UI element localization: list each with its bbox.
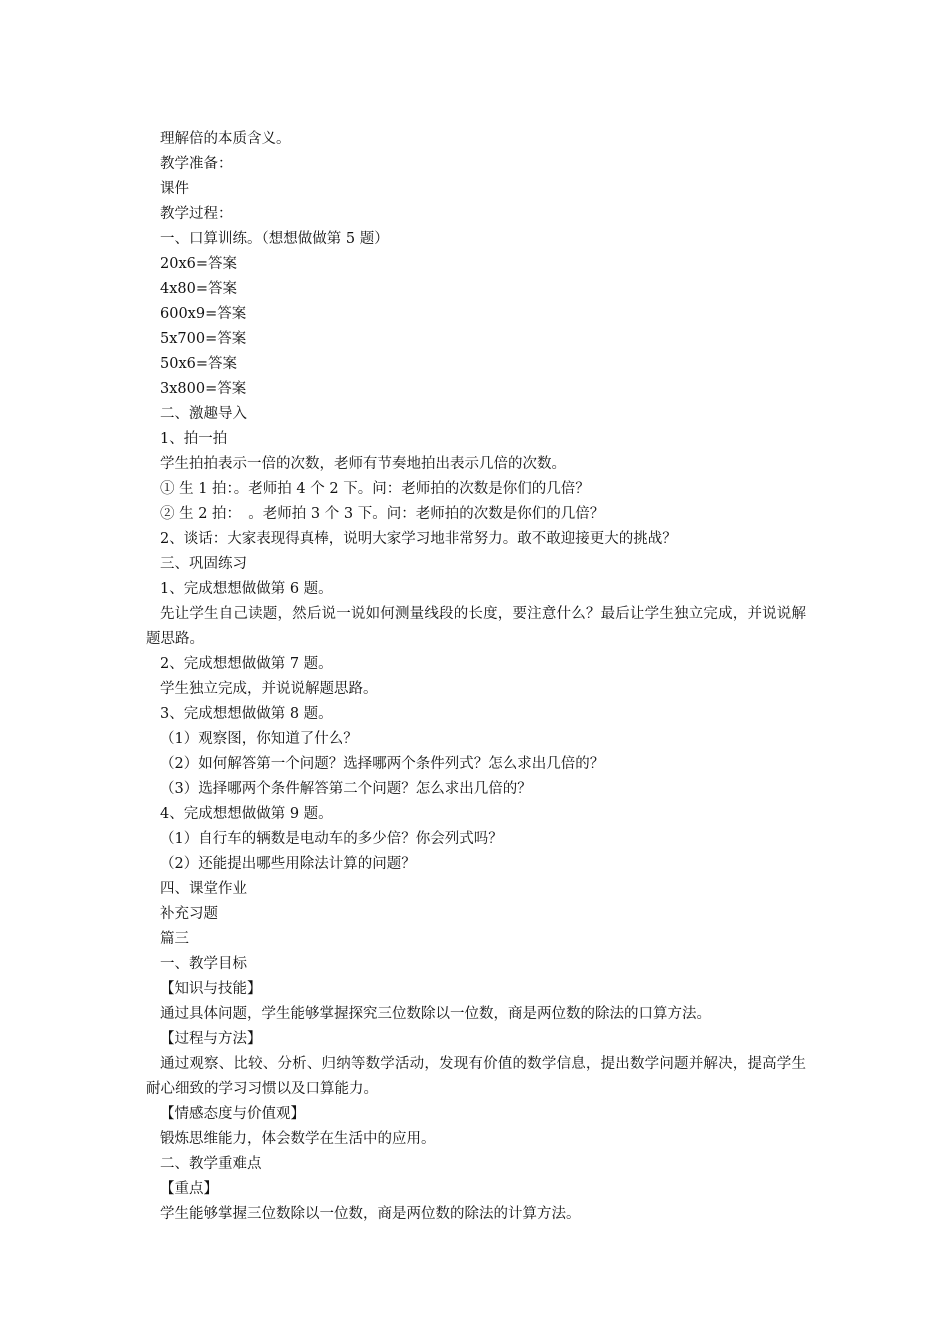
text-line: 教学过程： [160,206,233,222]
text-line: 【重点】 [160,1181,218,1197]
text-line: 教学准备： [160,156,233,172]
text-line: 【情感态度与价值观】 [160,1106,305,1122]
text-line: 通过具体问题，学生能够掌握探究三位数除以一位数，商是两位数的除法的口算方法。 [160,1006,711,1022]
text-line: 通过观察、比较、分析、归纳等数学活动，发现有价值的数学信息，提出数学问题并解决，提高学生耐心细致的学习习惯以及口算能力。 [146,1056,806,1097]
text-line: （2）还能提出哪些用除法计算的问题？ [160,856,416,872]
text-line: 4、完成想想做做第 9 题。 [160,806,333,822]
text-line: 1、完成想想做做第 6 题。 [160,581,333,597]
text-line: 4x80=答案 [160,281,238,297]
text-line: 锻炼思维能力，体会数学在生活中的应用。 [160,1131,436,1147]
text-line: 1、拍一拍 [160,431,228,447]
text-line: ① 生 1 拍：。老师拍 4 个 2 下。问：老师拍的次数是你们的几倍？ [160,481,590,497]
text-line: 【过程与方法】 [160,1031,262,1047]
text-line: 5x700=答案 [160,331,247,347]
text-line: 补充习题 [160,906,218,922]
text-line: （1）观察图，你知道了什么？ [160,731,358,747]
text-line: （3）选择哪两个条件解答第二个问题？怎么求出几倍的？ [160,781,532,797]
text-line: 三、巩固练习 [160,556,247,572]
text-line: 二、激趣导入 [160,406,247,422]
text-line: 3、完成想想做做第 8 题。 [160,706,333,722]
text-line: 2、完成想想做做第 7 题。 [160,656,333,672]
text-line: 课件 [160,181,189,197]
text-line: 学生独立完成，并说说解题思路。 [160,681,378,697]
text-line: 20x6=答案 [160,256,238,272]
text-line: 50x6=答案 [160,356,238,372]
text-line: 一、教学目标 [160,956,247,972]
text-line: 600x9=答案 [160,306,247,322]
text-line: 四、课堂作业 [160,881,247,897]
text-line: 3x800=答案 [160,381,247,397]
text-line: （1）自行车的辆数是电动车的多少倍？你会列式吗？ [160,831,503,847]
document-body [146,127,806,1227]
text-line: 学生拍拍表示一倍的次数，老师有节奏地拍出表示几倍的次数。 [160,456,566,472]
text-line: （2）如何解答第一个问题？选择哪两个条件列式？怎么求出几倍的？ [160,756,605,772]
text-line: ② 生 2 拍： 。老师拍 3 个 3 下。问：老师拍的次数是你们的几倍？ [160,506,605,522]
text-line: 理解倍的本质含义。 [160,131,291,147]
text-line: 2、谈话：大家表现得真棒，说明大家学习地非常努力。敢不敢迎接更大的挑战？ [160,531,677,547]
text-line: 【知识与技能】 [160,981,262,997]
text-line: 先让学生自己读题，然后说一说如何测量线段的长度，要注意什么？最后让学生独立完成，并说说解题思路。 [146,606,806,647]
text-line: 二、教学重难点 [160,1156,262,1172]
text-line: 学生能够掌握三位数除以一位数，商是两位数的除法的计算方法。 [160,1206,581,1222]
text-line: 篇三 [160,931,189,947]
text-line: 一、口算训练。（想想做做第 5 题） [160,231,389,247]
